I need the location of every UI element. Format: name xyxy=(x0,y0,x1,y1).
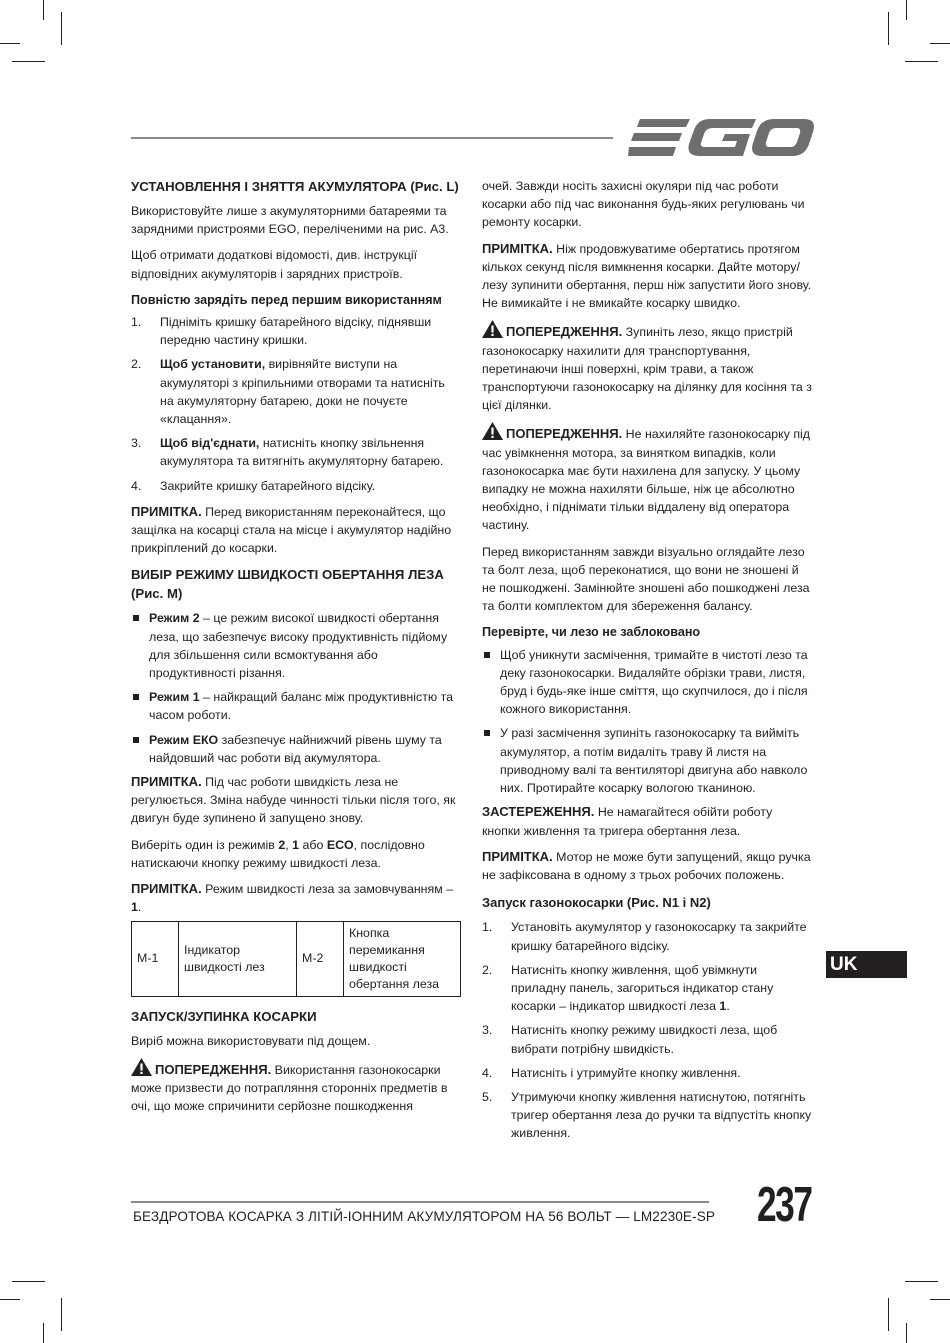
footer-title: БЕЗДРОТОВА КОСАРКА З ЛІТІЙ-ІОННИМ АКУМУЛЯТОРОМ НА 56 ВОЛЬТ — LM2230E-SP xyxy=(133,1209,716,1224)
paragraph: очей. Завжди носіть захисні окуляри під час роботи косарки або під час виконання будь-яких регулювань чи ремонту косарки. xyxy=(482,179,805,230)
table-cell: Кнопка перемикання швидкості обертання леза xyxy=(344,921,461,996)
table-cell: M-1 xyxy=(132,921,179,996)
crop-mark xyxy=(888,12,889,45)
paragraph: Виріб можна використовувати під дощем. xyxy=(131,1033,371,1048)
header-rule xyxy=(131,137,613,139)
paragraph: Щоб отримати додаткові відомості, див. інструкції відповідних акумуляторів і зарядних пристроїв. xyxy=(131,248,418,281)
note: ПРИМІТКА. Мотор не може бути запущений, якщо ручка не зафіксована в одному з трьох робочих положень. xyxy=(482,848,811,882)
list-item: Режим 1 – найкращий баланс між продуктивністю та часом роботи. xyxy=(131,688,461,724)
crop-mark xyxy=(888,1298,889,1331)
crop-mark xyxy=(43,1323,44,1343)
blade-check-list xyxy=(482,646,812,798)
subheading-charge: Повністю зарядіть перед першим використанням xyxy=(131,292,442,307)
crop-mark xyxy=(61,1298,62,1331)
warning-icon xyxy=(482,422,503,440)
ego-logo xyxy=(628,118,814,163)
crop-mark xyxy=(930,1299,950,1300)
warning: ПОПЕРЕДЖЕННЯ. Не нахиляйте газонокосарку під час увімкнення мотора, за винятком випадків, коли газонокосарка має бути нахилена для запуску. У цьому випадку не можна нахиляти більше, ніж це абсолютно необхідно, і піднімати тільки віддалену від оператора частину. xyxy=(482,422,812,534)
crop-mark xyxy=(906,1323,907,1343)
crop-mark xyxy=(43,0,44,20)
right-column xyxy=(482,177,812,1151)
list-item: Режим 2 – це режим високої швидкості обертання леза, що забезпечує високу продуктивність підйому для збільшення сили всмоктування або продуктивності різання. xyxy=(131,609,461,682)
table-cell: M-2 xyxy=(297,921,344,996)
list-item: 2. Натисніть кнопку живлення, щоб увімкнути приладну панель, загориться індикатор стану косарки – індикатор швидкості леза 1. xyxy=(482,962,774,1014)
list-item: Режим ЕКО забезпечує найнижчий рівень шуму та найдовший час роботи від акумулятора. xyxy=(131,731,461,767)
paragraph: Перед використанням завжди візуально оглядайте лезо та болт леза, щоб переконатися, що вони не зношені й не пошкоджені. Замінюйте зношені або пошкоджені леза та болти комплектом для збереження балансу. xyxy=(482,544,810,614)
caution: ЗАСТЕРЕЖЕННЯ. Не намагайтеся обійти роботу кнопки живлення та тригера обертання леза. xyxy=(482,804,773,838)
battery-steps xyxy=(131,313,461,495)
subheading-blade-check: Перевірте, чи лезо не заблоковано xyxy=(482,625,701,640)
language-tab: UK xyxy=(826,951,907,978)
crop-mark xyxy=(905,61,938,62)
warning: ПОПЕРЕДЖЕННЯ. Зупиніть лезо, якщо пристрій газонокосарку нахилити для транспортування, перетинаючи інші поверхні, крім трави, а також транспортуючи газонокосарку на ділянку для косіння та з цієї ділянки. xyxy=(482,320,812,414)
left-column xyxy=(131,177,461,1123)
list-item: 4. Натисніть і утримуйте кнопку живлення. xyxy=(482,1065,741,1080)
list-item: 2. Щоб установити, вирівняйте виступи на акумуляторі з кріпильними отворами та натисніть на акумуляторну батарею, доки не почуєте «клацання». xyxy=(131,357,445,427)
footer-rule xyxy=(131,1201,709,1203)
list-item: 1. Підніміть кришку батарейного відсіку, піднявши передню частину кришки. xyxy=(131,315,432,348)
start-steps xyxy=(482,918,812,1142)
crop-mark xyxy=(905,1281,938,1282)
crop-mark xyxy=(12,1281,45,1282)
crop-mark xyxy=(930,43,950,44)
crop-mark xyxy=(906,0,907,20)
note: ПРИМІТКА. Перед використанням переконайтеся, що защілка на косарці стала на місце і акумулятор надійно прикріплений до косарки. xyxy=(131,503,452,556)
paragraph: Використовуйте лише з акумуляторними батареями та зарядними пристроями EGO, переліченими на рис. A3. xyxy=(131,204,449,237)
crop-mark xyxy=(61,12,62,45)
mode-list xyxy=(131,609,461,767)
section-title-battery: УСТАНОВЛЕННЯ І ЗНЯТТЯ АКУМУЛЯТОРА (Рис. L) xyxy=(131,179,459,194)
list-item: 1. Установіть акумулятор у газонокосарку та закрийте кришку батарейного відсіку. xyxy=(482,920,807,953)
crop-mark xyxy=(12,61,45,62)
page-number: 237 xyxy=(757,1178,812,1232)
crop-mark xyxy=(0,1299,20,1300)
legend-table xyxy=(131,921,461,997)
list-item: У разі засмічення зупиніть газонокосарку та вийміть акумулятор, а потім видаліть траву й листя на приводному валі та вентиляторі двигуна або навколо них. Протирайте косарку вологою тканиною. xyxy=(482,724,812,797)
list-item: Щоб уникнути засмічення, тримайте в чистоті лезо та деку газонокосарки. Видаляйте обрізки трави, листя, бруд і будь-яке інше сміття, що скупчилося, до і після кожного використання. xyxy=(482,646,812,719)
table-cell: Індикатор швидкості лез xyxy=(179,921,297,996)
note: ПРИМІТКА. Ніж продовжуватиме обертатись протягом кількох секунд після вимкнення косарки. Дайте мотору/лезу зупинити обертання, перш ніж запустити його знову. Не вимикайте і не вмикайте косарку швидко. xyxy=(482,240,812,311)
subheading-start-mower: Запуск газонокосарки (Рис. N1 і N2) xyxy=(482,895,711,911)
list-item: 3. Щоб від'єднати, натисніть кнопку звільнення акумулятора та витягніть акумуляторну батарею. xyxy=(131,436,444,469)
list-item: 4. Закрийте кришку батарейного відсіку. xyxy=(131,478,376,493)
warning: ПОПЕРЕДЖЕННЯ. Використання газонокосарки може призвести до потрапляння сторонніх предметів в очі, що може спричинити серйозне пошкодження xyxy=(131,1058,461,1116)
section-title-start-stop: ЗАПУСК/ЗУПИНКА КОСАРКИ xyxy=(131,1008,317,1024)
crop-mark xyxy=(0,43,20,44)
paragraph: Виберіть один із режимів 2, 1 або ECO, послідовно натискаючи кнопку режиму швидкості леза. xyxy=(131,837,425,870)
warning-icon xyxy=(482,320,503,338)
list-item: 3. Натисніть кнопку режиму швидкості леза, щоб вибрати потрібну швидкість. xyxy=(482,1023,778,1056)
warning-icon xyxy=(131,1058,152,1076)
list-item: 5. Утримуючи кнопку живлення натиснутою, потягніть тригер обертання леза до ручки та відпустіть кнопку живлення. xyxy=(482,1089,812,1141)
section-title-speed-mode: ВИБІР РЕЖИМУ ШВИДКОСТІ ОБЕРТАННЯ ЛЕЗА (Рис. M) xyxy=(131,567,444,602)
note: ПРИМІТКА. Під час роботи швидкість леза не регулюється. Зміна набуде чинності тільки після того, як двигун буде зупинено й запущено знову. xyxy=(131,774,456,826)
note: ПРИМІТКА. Режим швидкості леза за замовчуванням – 1. xyxy=(131,881,454,915)
